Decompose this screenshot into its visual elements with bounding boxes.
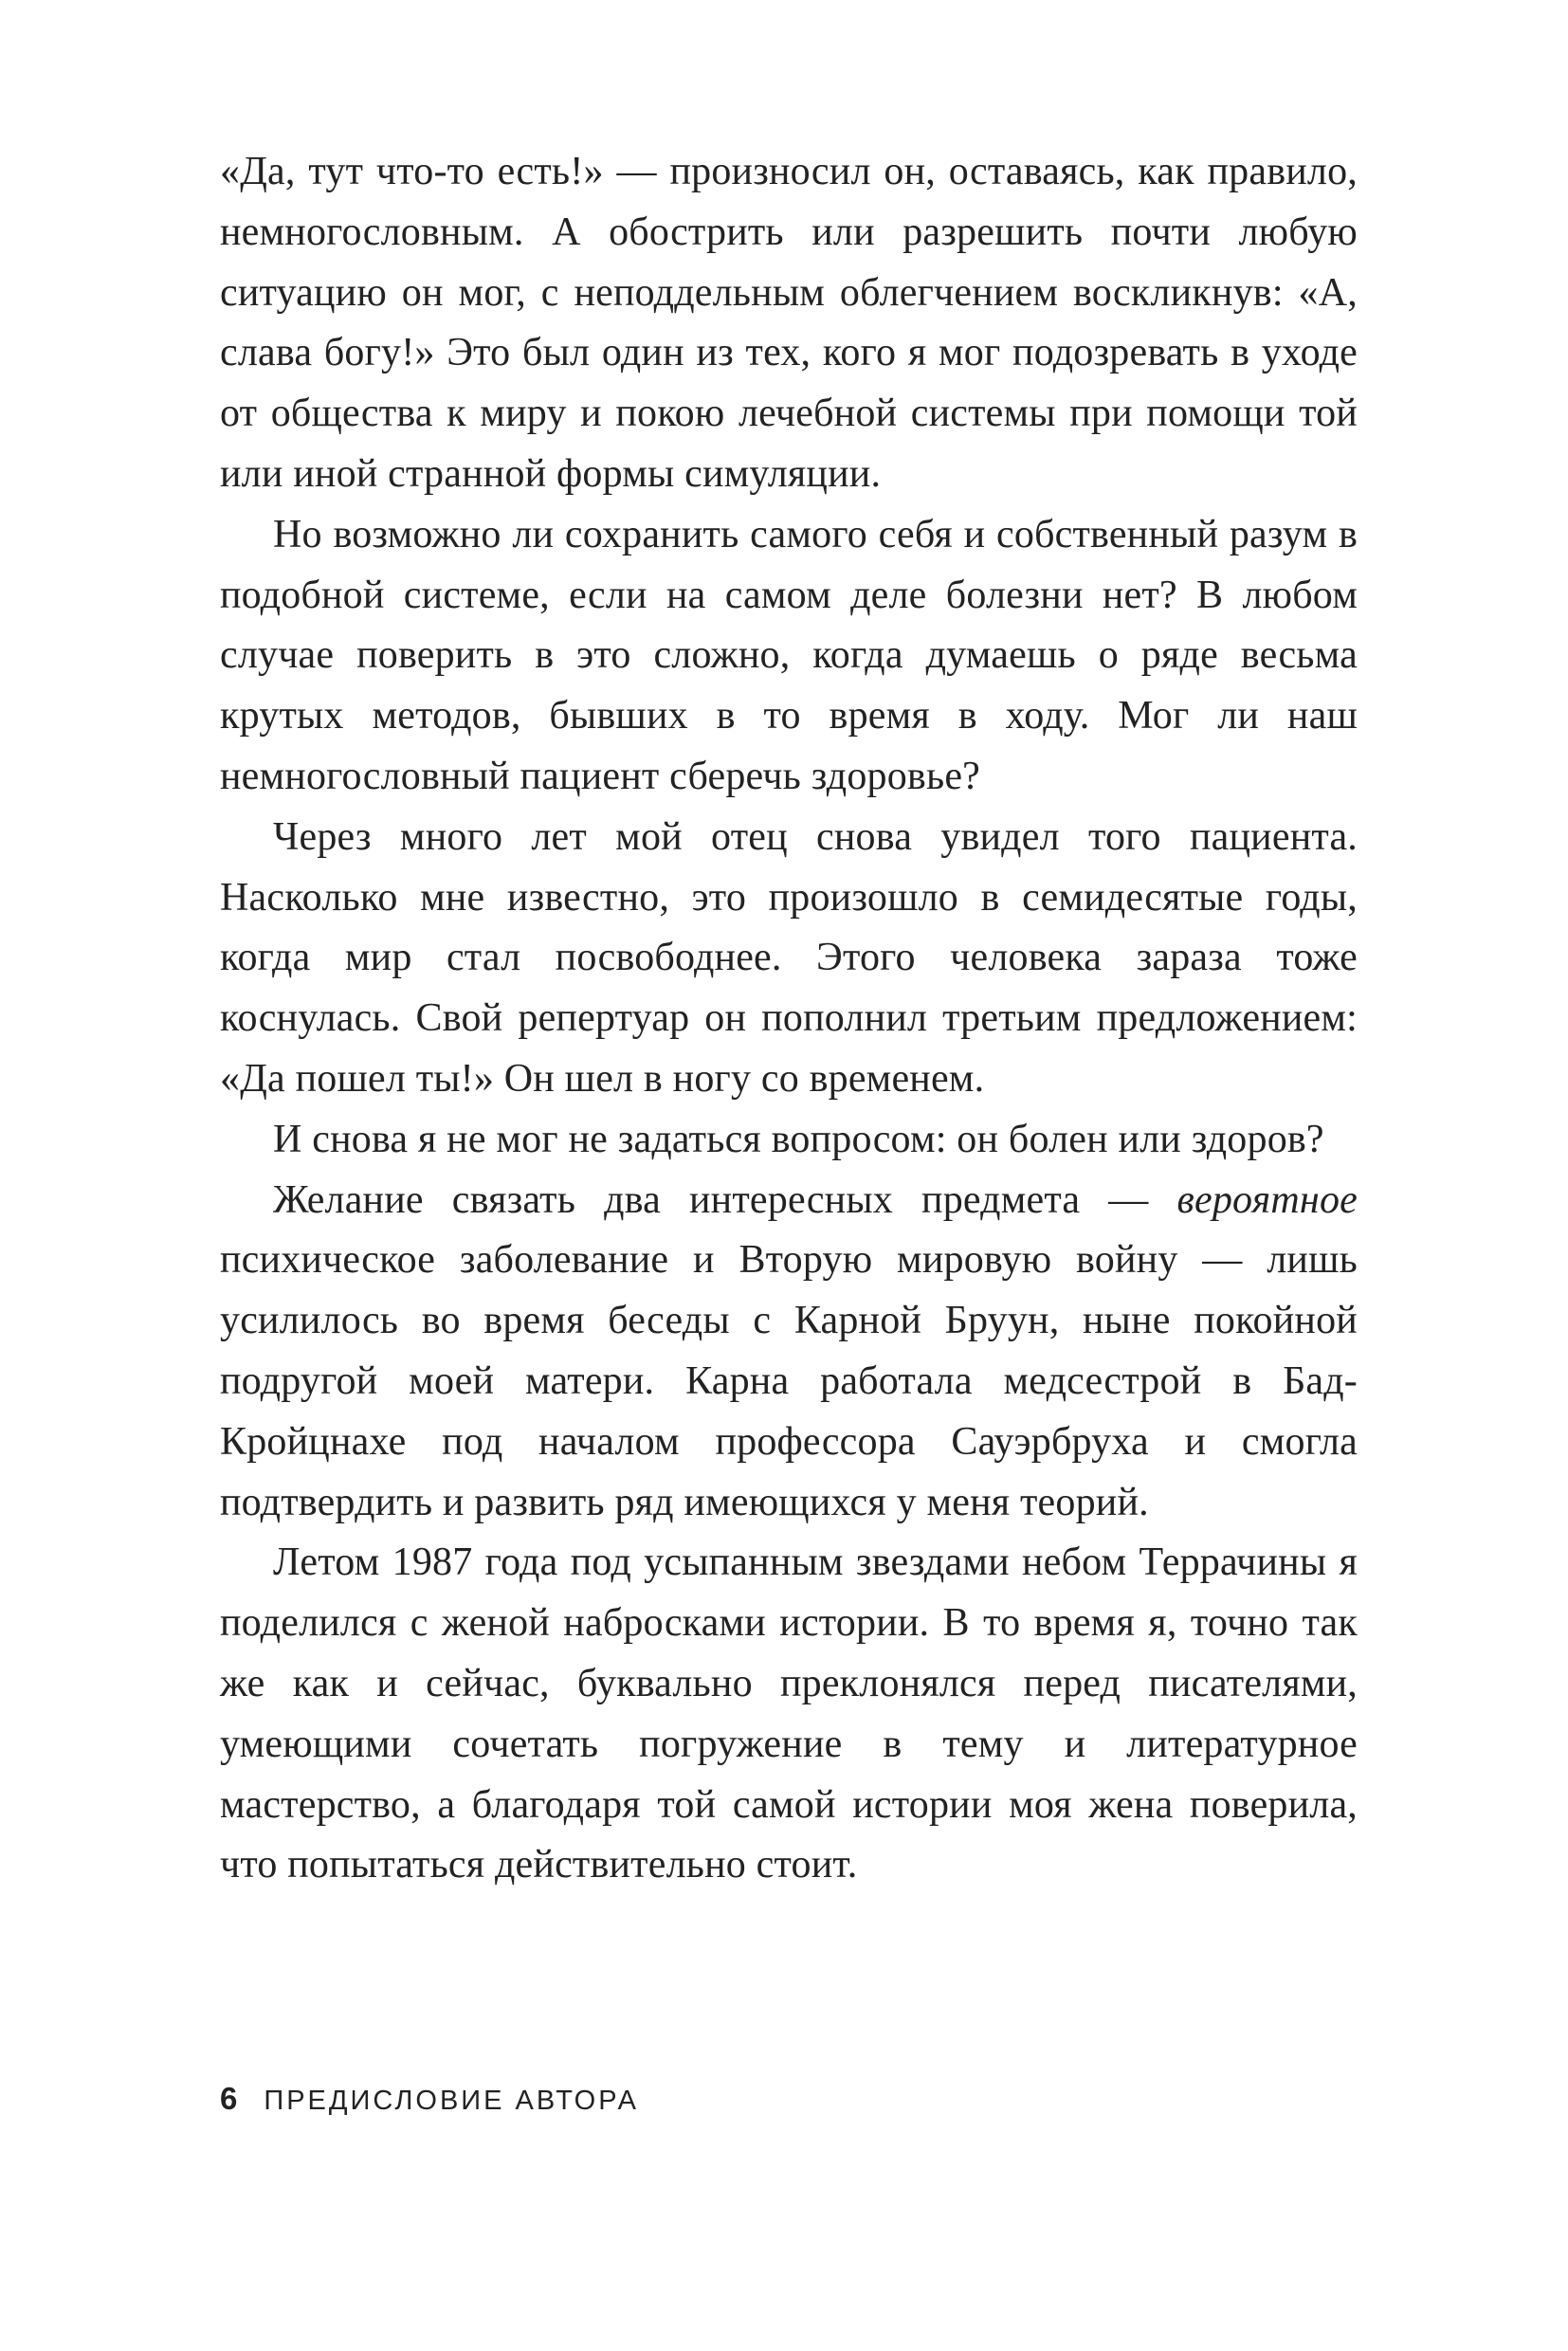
paragraph: [220, 808, 1358, 1110]
paragraph: [220, 1110, 1358, 1171]
running-head: ПРЕДИСЛОВИЕ АВТОРА: [264, 2086, 639, 2116]
paragraph-text: Желание связать два интересных предмета —: [273, 1177, 1177, 1222]
paragraph-text: «Да, тут что-то есть!» — произносил он, оставаясь, как правило, немногословным. А обострить или разрешить почти любую ситуацию он мог, с неподдельным облегчением воскликнув: «А, слава богу!» Это был один из тех, кого я мог подозревать в уходе от общества к миру и покою лечебной системы при помощи той или иной странной формы симуляции.: [220, 150, 1358, 496]
paragraph-text: Но возможно ли сохранить самого себя и собственный разум в подобной системе, если на самом деле болезни нет? В любом случае поверить в это сложно, когда думаешь о ряде весьма крутых методов, бывших в то время в ходу. Мог ли наш немногословный пациент сберечь здоровье?: [220, 512, 1358, 798]
paragraph-text: Летом 1987 года под усыпанным звездами небом Террачины я поделился с женой набросками истории. В то время я, точно так же как и сейчас, буквально преклонялся перед писателями, умеющими сочетать погружение в тему и литературное мастерство, а благодаря той самой истории моя жена поверила, что попытаться действительно стоит.: [220, 1540, 1358, 1887]
italic-text: вероятное: [1176, 1177, 1358, 1222]
paragraph: [220, 1171, 1358, 1534]
paragraph: [220, 1533, 1358, 1896]
paragraph-text: психическое заболевание и Вторую мировую войну — лишь усилилось во время беседы с Карной Бруун, ныне покойной подругой моей матери. Карна работала медсестрой в Бад-Кройцнахе под началом профессора Сауэрбруха и смогла подтвердить и развить ряд имеющихся у меня теорий.: [220, 1238, 1358, 1524]
paragraph-text: Через много лет мой отец снова увидел того пациента. Насколько мне известно, это произошло в семидесятые годы, когда мир стал посвободнее. Этого человека зараза тоже коснулась. Свой репертуар он пополнил третьим предложением: «Да пошел ты!» Он шел в ногу со временем.: [220, 814, 1358, 1101]
paragraph-text: И снова я не мог не задаться вопросом: он болен или здоров?: [273, 1117, 1324, 1161]
paragraph: [220, 505, 1358, 808]
body-text: [220, 142, 1358, 1896]
paragraph: [220, 142, 1358, 505]
page-number: 6: [220, 2081, 238, 2116]
page-footer: [220, 2081, 639, 2128]
